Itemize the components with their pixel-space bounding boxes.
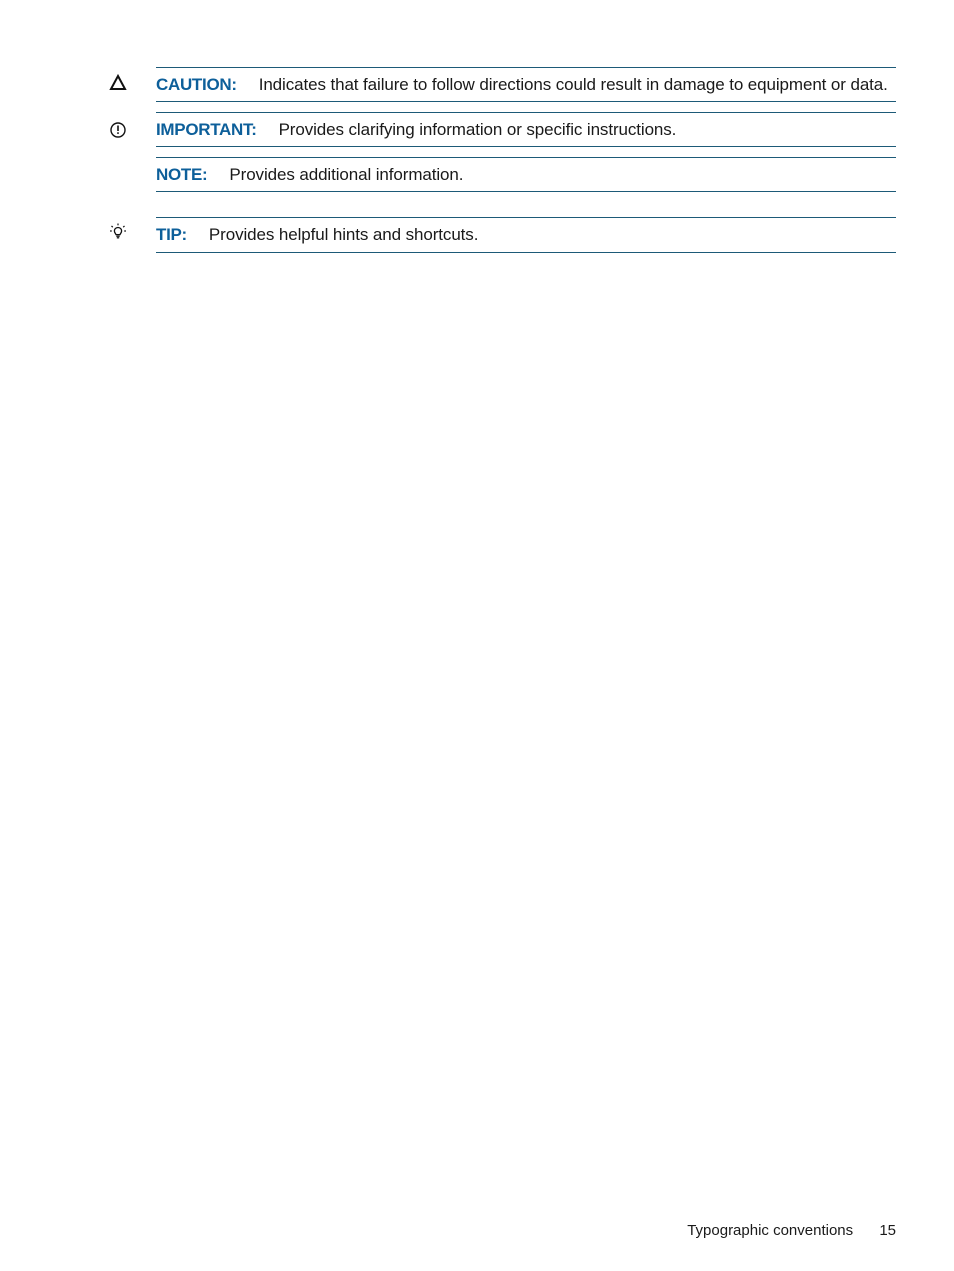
tip-text: Provides helpful hints and shortcuts. [208, 225, 479, 244]
important-exclamation-icon [108, 120, 128, 140]
note-label: NOTE: [156, 164, 208, 184]
caution-text: Indicates that failure to follow directions could result in damage to equipment or data. [258, 74, 888, 94]
important-notice [156, 112, 896, 147]
caution-label: CAUTION: [156, 74, 237, 94]
tip-lightbulb-icon [108, 222, 128, 242]
important-label: IMPORTANT: [156, 119, 257, 139]
caution-triangle-icon [108, 73, 128, 93]
page-footer [687, 1222, 896, 1239]
note-notice [156, 157, 896, 192]
important-text: Provides clarifying information or specific instructions. [278, 119, 677, 139]
note-text: Provides additional information. [229, 164, 464, 184]
caution-notice [156, 67, 896, 102]
page-number: 15 [879, 1222, 896, 1239]
tip-label: TIP: [156, 225, 187, 244]
tip-notice [156, 217, 896, 253]
footer-section-title: Typographic conventions [687, 1222, 854, 1239]
